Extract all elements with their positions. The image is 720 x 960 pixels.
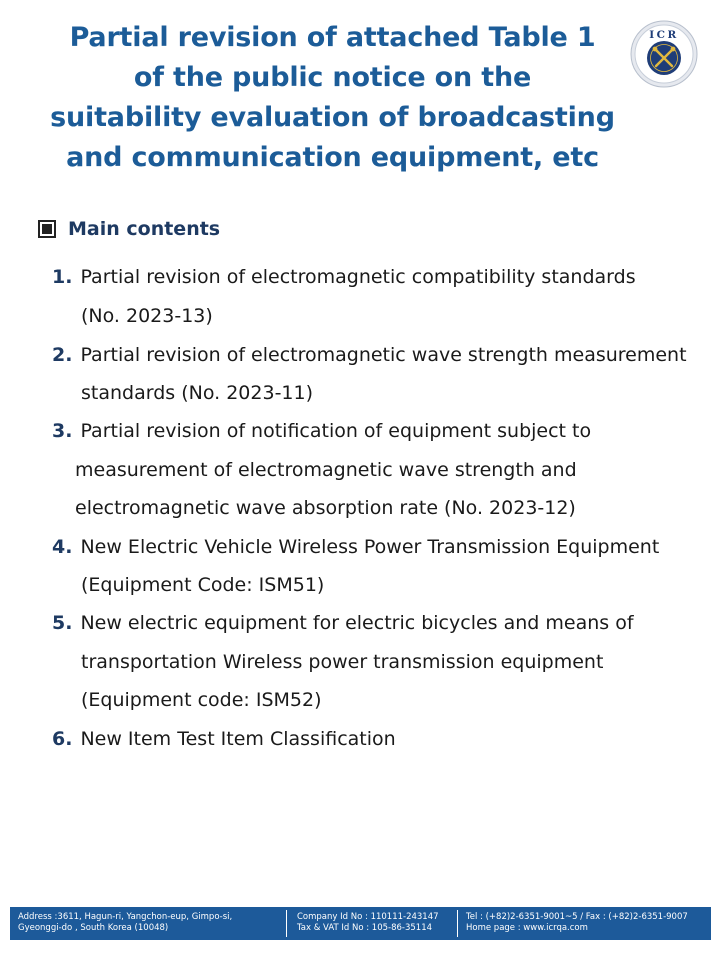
item-text: (Equipment Code: ISM51)	[81, 574, 325, 596]
title-line: and communication equipment, etc	[66, 142, 599, 173]
footer-divider	[457, 910, 458, 937]
company-id: Company Id No : 110111-243147	[297, 912, 439, 922]
footer-address	[18, 912, 232, 934]
list-item	[52, 727, 396, 751]
title-line: of the public notice on the	[133, 62, 532, 93]
item-number: 1.	[52, 266, 73, 288]
footer-contact	[466, 912, 688, 934]
title-line: suitability evaluation of broadcasting	[50, 102, 615, 133]
tax-id: Tax & VAT Id No : 105-86-35114	[297, 923, 433, 933]
item-text: (Equipment code: ISM52)	[81, 689, 322, 711]
address-line: Gyeonggi-do , South Korea (10048)	[18, 923, 169, 933]
item-number: 6.	[52, 728, 73, 750]
footer-bar	[10, 907, 711, 940]
list-item	[52, 611, 634, 635]
item-text: Partial revision of electromagnetic compatibility standards	[80, 266, 636, 288]
item-number: 4.	[52, 536, 73, 558]
footer-company-ids	[297, 912, 439, 934]
item-text: New Electric Vehicle Wireless Power Transmission Equipment	[80, 536, 660, 558]
item-text: transportation Wireless power transmission equipment	[81, 651, 604, 673]
title-line: Partial revision of attached Table 1	[69, 22, 596, 53]
list-item	[52, 535, 659, 559]
list-item	[52, 419, 591, 443]
icr-logo	[630, 20, 698, 88]
item-text: measurement of electromagnetic wave strength and	[75, 459, 577, 481]
footer-divider	[286, 910, 287, 937]
item-text: New electric equipment for electric bicycles and means of	[80, 612, 634, 634]
homepage-link[interactable]: Home page : www.icrqa.com	[466, 923, 588, 933]
list-item	[52, 265, 636, 289]
list-item	[52, 343, 687, 367]
logo-text: ICR	[649, 29, 679, 41]
item-number: 5.	[52, 612, 73, 634]
section-label: Main contents	[68, 218, 221, 240]
item-text: (No. 2023-13)	[81, 305, 213, 327]
item-text: Partial revision of electromagnetic wave strength measurement	[80, 344, 687, 366]
document-title	[20, 18, 645, 178]
item-number: 3.	[52, 420, 73, 442]
section-heading	[38, 216, 220, 242]
square-bullet-icon	[38, 220, 56, 238]
tel-fax: Tel : (+82)2-6351-9001~5 / Fax : (+82)2-6351-9007	[466, 912, 688, 922]
item-text: standards (No. 2023-11)	[81, 382, 314, 404]
item-text: Partial revision of notification of equipment subject to	[80, 420, 592, 442]
item-text: electromagnetic wave absorption rate (No. 2023-12)	[75, 497, 576, 519]
item-number: 2.	[52, 344, 73, 366]
item-text: New Item Test Item Classification	[80, 728, 396, 750]
address-line: Address :3611, Hagun-ri, Yangchon-eup, Gimpo-si,	[18, 912, 233, 922]
